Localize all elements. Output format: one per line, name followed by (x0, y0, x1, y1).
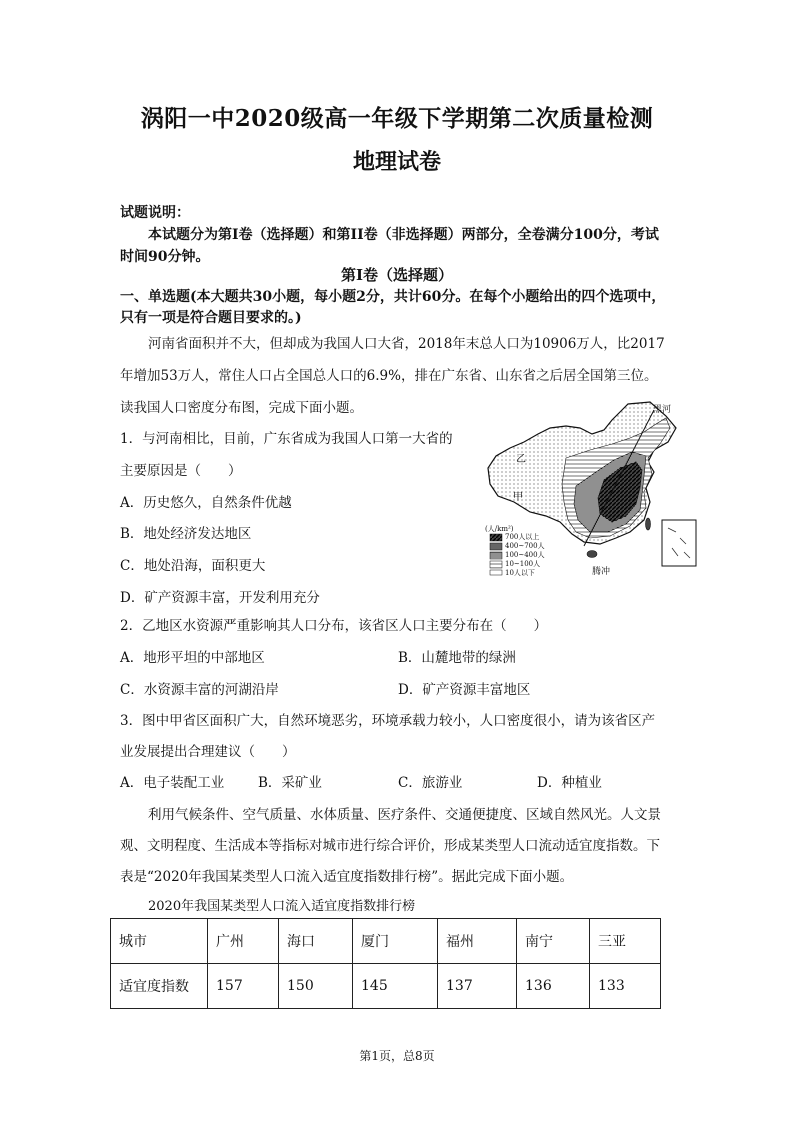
q2-option-c: C．水资源丰富的河湖沿岸 (120, 682, 279, 698)
legend-item: 10人以下 (505, 569, 535, 577)
legend-item: 700人以上 (505, 533, 540, 541)
table-cell-value: 157 (208, 964, 279, 1009)
map-label-yi: 乙 (516, 454, 526, 465)
legend-item: 100~400人 (505, 551, 545, 559)
table-cell-city: 福州 (438, 919, 517, 964)
ranking-table (110, 918, 661, 1009)
q3-stem-line1: 3．图中甲省区面积广大，自然环境恶劣，环境承载力较小，人口密度很小，请为该省区产 (120, 713, 656, 729)
passage1-line3: 读我国人口密度分布图，完成下面小题。 (120, 400, 363, 416)
map-legend (505, 533, 545, 578)
instructions-line2: 时间90分钟。 (120, 249, 210, 265)
map-label-jia: 甲 (513, 492, 523, 503)
instructions-label: 试题说明： (120, 205, 190, 221)
section1-intro-line2: 只有一项是符合题目要求的。) (120, 310, 302, 326)
q1-option-b: B．地处经济发达地区 (120, 526, 252, 542)
table-caption: 2020年我国某类型人口流入适宜度指数排行榜 (148, 899, 416, 914)
exam-title: 涡阳一中2020级高一年级下学期第二次质量检测 (140, 105, 654, 132)
table-cell-value: 150 (279, 964, 353, 1009)
table-row (111, 964, 661, 1009)
table-cell-value: 133 (590, 964, 661, 1009)
legend-item: 400~700人 (505, 542, 545, 550)
map-label-tengchong: 腾冲 (592, 567, 611, 577)
q1-stem-line2: 主要原因是（ ） (120, 463, 242, 479)
q3-option-a: A．电子装配工业 (120, 775, 225, 791)
q2-option-d: D．矿产资源丰富地区 (398, 682, 531, 698)
q3-stem-line2: 业发展提出合理建议（ ） (120, 744, 296, 760)
subject-title: 地理试卷 (352, 149, 441, 175)
south-sea-inset (662, 520, 696, 566)
map-legend-title: (人/km²) (485, 525, 514, 533)
passage1-line2: 年增加53万人，常住人口占全国总人口的6.9%，排在广东省、山东省之后居全国第三位。 (120, 368, 658, 384)
table-header-city: 城市 (111, 919, 208, 964)
passage2-line2: 观、文明程度、生活成本等指标对城市进行综合评价，形成某类型人口流动适宜度指数。下 (120, 838, 660, 854)
q2-option-a: A．地形平坦的中部地区 (120, 650, 265, 666)
passage2-line3: 表是“2020年我国某类型人口流入适宜度指数排行榜”。据此完成下面小题。 (120, 869, 574, 885)
q3-option-d: D．种植业 (537, 775, 602, 791)
map-label-heihe: 黑河 (653, 405, 672, 415)
q1-stem-line1: 1．与河南相比，目前，广东省成为我国人口第一大省的 (120, 431, 453, 447)
table-header-index: 适宜度指数 (111, 964, 208, 1009)
page-footer: 第1页，总8页 (359, 1049, 435, 1063)
section1-heading: 第I卷（选择题） (340, 266, 454, 284)
q2-stem: 2．乙地区水资源严重影响其人口分布，该省区人口主要分布在（ ） (120, 618, 548, 634)
section1-intro-line1: 一、单选题(本大题共30小题，每小题2分，共计60分。在每个小题给出的四个选项中， (120, 289, 666, 305)
q2-option-b: B．山麓地带的绿洲 (398, 650, 516, 666)
table-cell-value: 145 (353, 964, 438, 1009)
instructions-line1: 本试题分为第I卷（选择题）和第II卷（非选择题）两部分，全卷满分100分，考试 (148, 227, 659, 243)
table-cell-city: 海口 (279, 919, 353, 964)
passage2-line1: 利用气候条件、空气质量、水体质量、医疗条件、交通便捷度、区域自然风光。人文景 (148, 807, 661, 823)
table-row (111, 919, 661, 964)
table-cell-value: 136 (517, 964, 590, 1009)
q1-option-d: D．矿产资源丰富，开发利用充分 (120, 590, 320, 606)
q1-option-c: C．地处沿海，面积更大 (120, 558, 266, 574)
legend-item: 10~100人 (505, 560, 541, 568)
table-cell-city: 广州 (208, 919, 279, 964)
passage1-line1: 河南省面积并不大，但却成为我国人口大省，2018年末总人口为10906万人，比2017 (148, 336, 665, 352)
q3-option-c: C．旅游业 (398, 775, 463, 791)
table-cell-city: 厦门 (353, 919, 438, 964)
q1-option-a: A．历史悠久，自然条件优越 (120, 495, 292, 511)
table-cell-city: 南宁 (517, 919, 590, 964)
q3-option-b: B．采矿业 (258, 775, 322, 791)
table-cell-city: 三亚 (590, 919, 661, 964)
table-cell-value: 137 (438, 964, 517, 1009)
